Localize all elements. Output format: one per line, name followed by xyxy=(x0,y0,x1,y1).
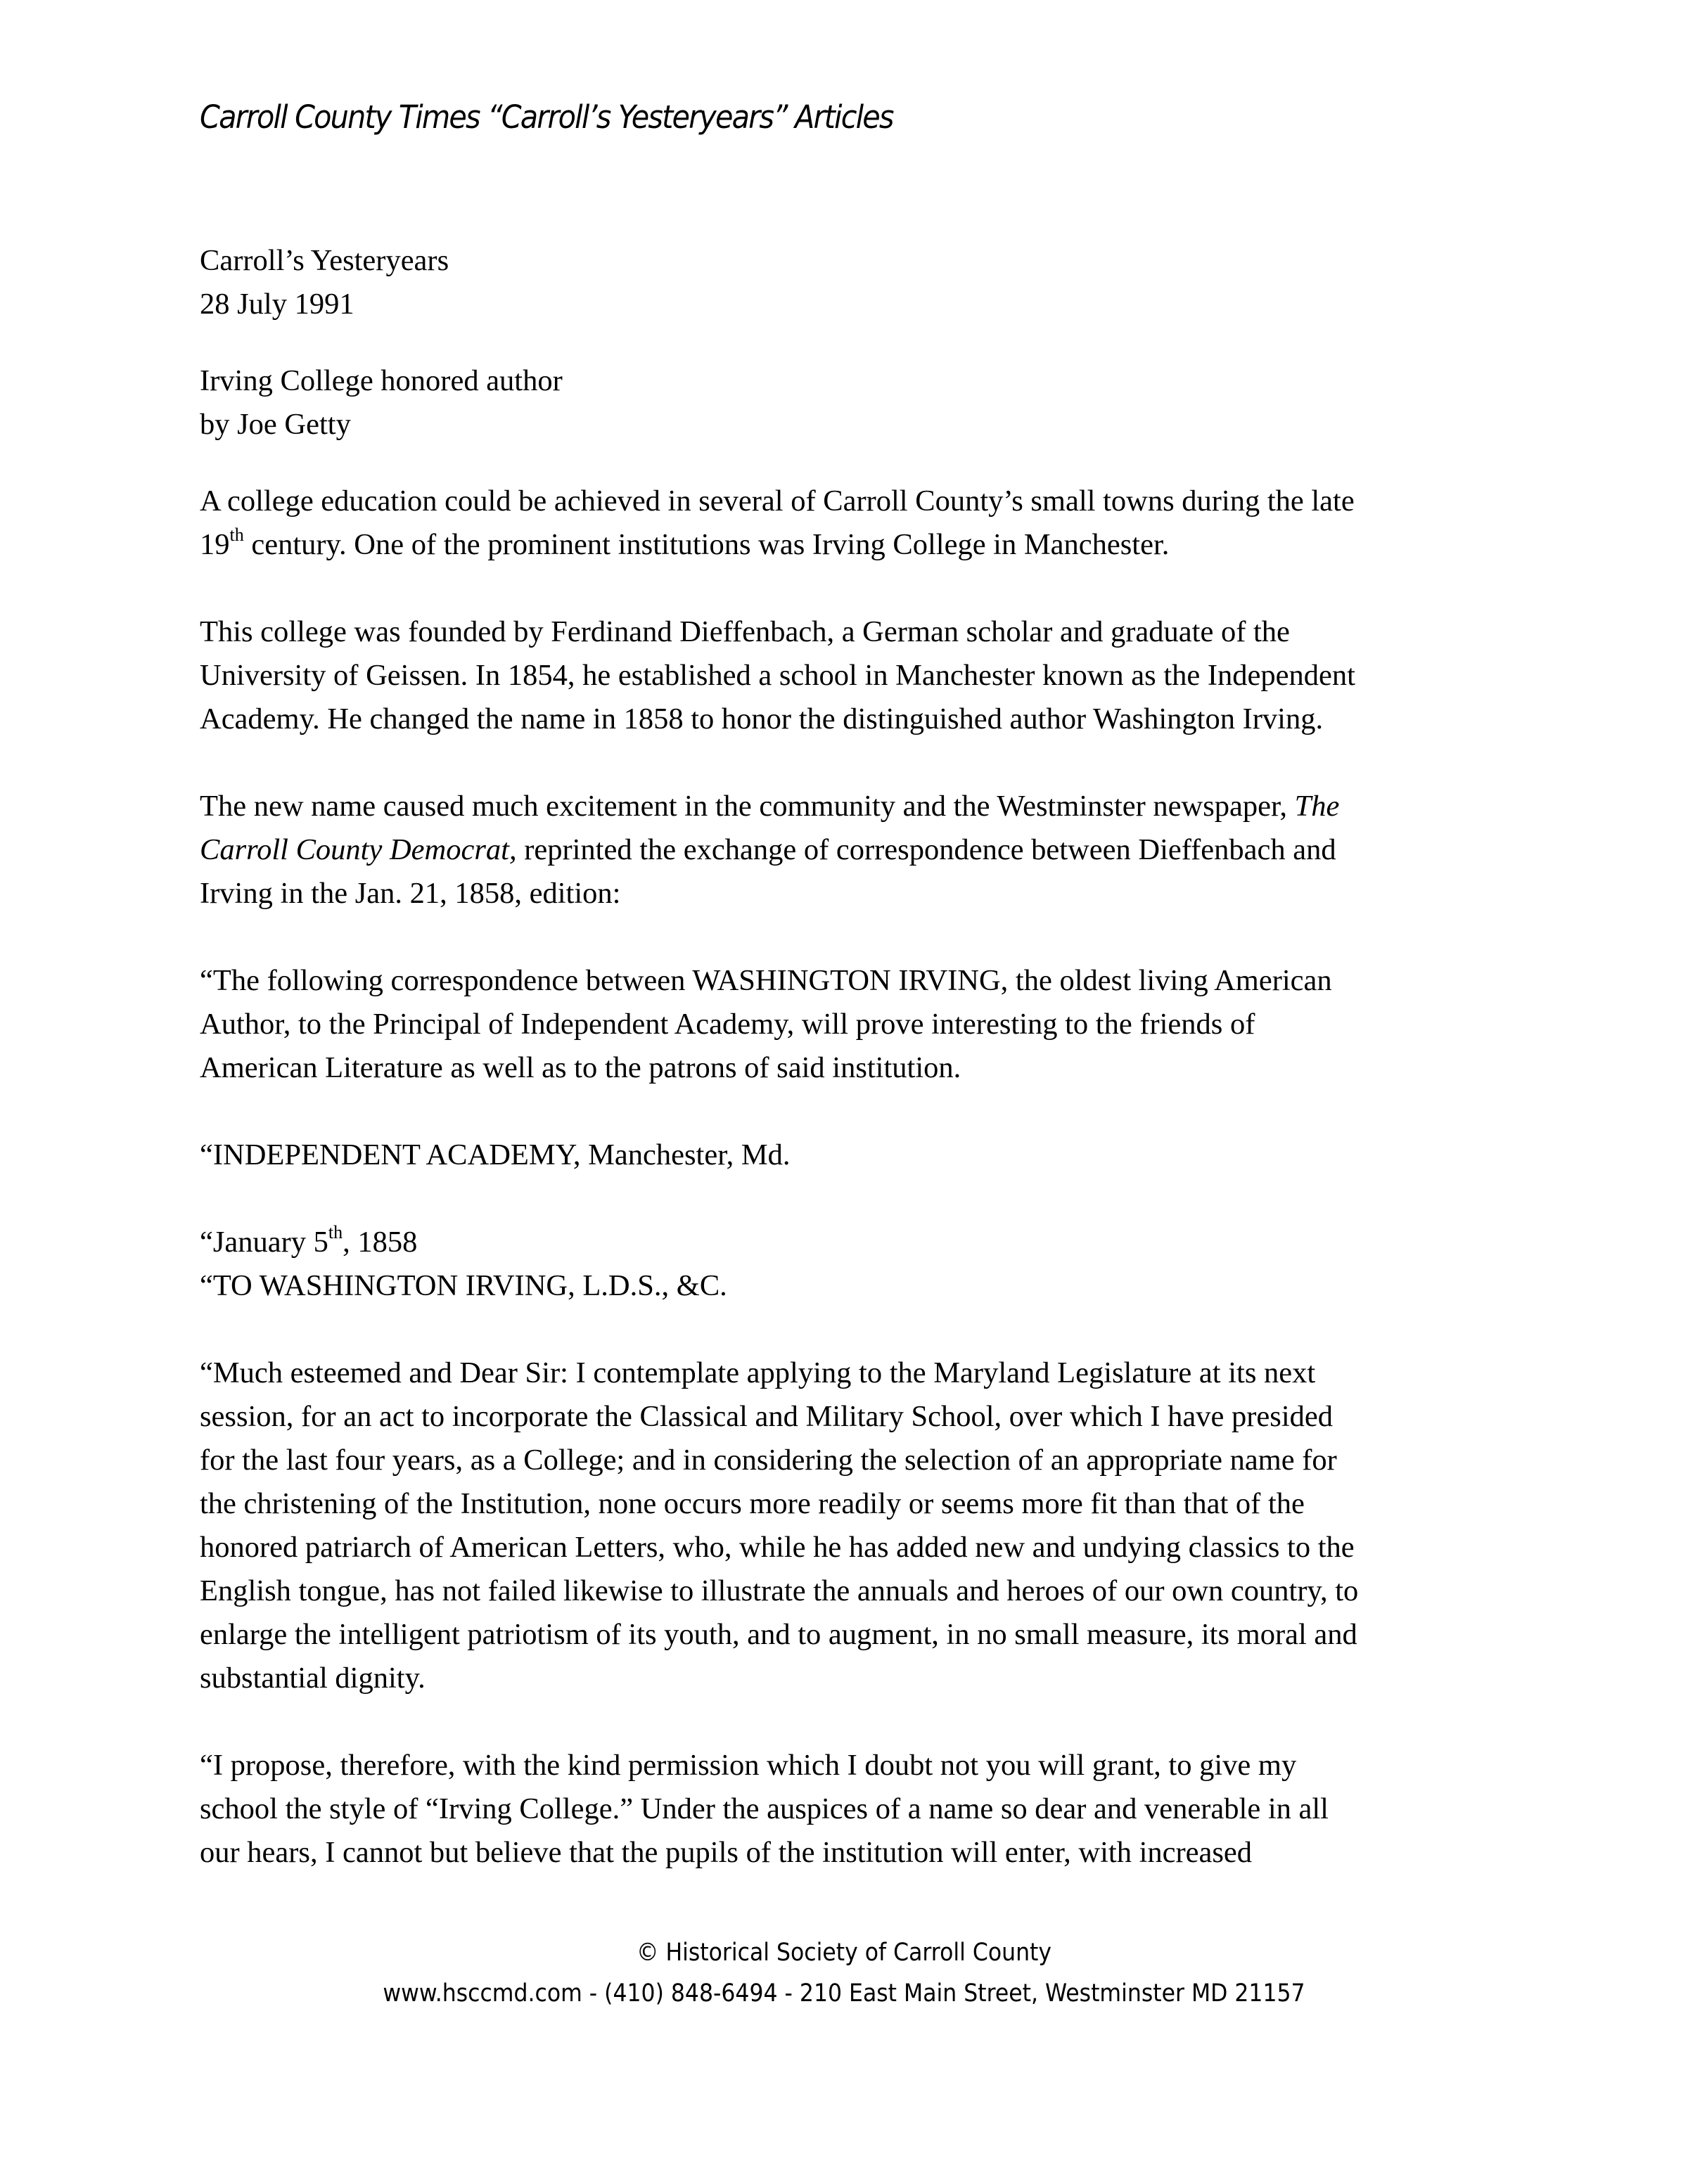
text-line xyxy=(200,1221,1501,1264)
text-line: school the style of “Irving College.” Under the auspices of a name so dear and venerable in all xyxy=(200,1792,1329,1825)
text-line: substantial dignity. xyxy=(200,1662,426,1695)
text-fragment: 19 xyxy=(200,528,230,561)
headline: Irving College honored author xyxy=(200,364,563,397)
text-line: enlarge the intelligent patriotism of its youth, and to augment, in no small measure, its moral and xyxy=(200,1618,1357,1651)
text-line: Author, to the Principal of Independent Academy, will prove interesting to the friends of xyxy=(200,1008,1255,1041)
text-line: for the last four years, as a College; and in considering the selection of an appropriate name for xyxy=(200,1444,1337,1477)
article-date: 28 July 1991 xyxy=(200,288,354,321)
text-line: “Much esteemed and Dear Sir: I contemplate applying to the Maryland Legislature at its next xyxy=(200,1356,1316,1389)
footer-copyright: © Historical Society of Carroll County xyxy=(636,1939,1052,1967)
text-line xyxy=(200,523,1501,567)
paragraph-3 xyxy=(200,785,1501,916)
text-line: the christening of the Institution, none occurs more readily or seems more fit than that of the xyxy=(200,1487,1305,1520)
text-line: “TO WASHINGTON IRVING, L.D.S., &C. xyxy=(200,1269,727,1302)
text-line: Academy. He changed the name in 1858 to honor the distinguished author Washington Irving. xyxy=(200,702,1324,736)
page-header-title: Carroll County Times “Carroll’s Yesteryears” Articles xyxy=(200,98,893,136)
text-line: “I propose, therefore, with the kind permission which I doubt not you will grant, to give my xyxy=(200,1749,1297,1782)
page-footer xyxy=(0,1932,1688,2014)
text-fragment: “January 5 xyxy=(200,1226,328,1259)
newspaper-title: Carroll County Democrat, xyxy=(200,833,517,866)
newspaper-title: The xyxy=(1294,790,1340,823)
byline: by Joe Getty xyxy=(200,408,351,441)
text-line: This college was founded by Ferdinand Dieffenbach, a German scholar and graduate of the xyxy=(200,615,1290,648)
text-fragment: , 1858 xyxy=(343,1226,418,1259)
footer-contact: www.hsccmd.com - (410) 848-6494 - 210 East Main Street, Westminster MD 21157 xyxy=(383,1979,1305,2008)
text-fragment: reprinted the exchange of correspondence between Dieffenbach and xyxy=(516,833,1336,866)
text-line: “INDEPENDENT ACADEMY, Manchester, Md. xyxy=(200,1138,791,1171)
paragraph-8 xyxy=(200,1744,1501,1875)
paragraph-7 xyxy=(200,1351,1501,1700)
text-fragment: The new name caused much excitement in the community and the Westminster newspaper, xyxy=(200,790,1295,823)
text-line: our hears, I cannot but believe that the pupils of the institution will enter, with increased xyxy=(200,1836,1253,1869)
article-body xyxy=(200,239,1501,1875)
column-name: Carroll’s Yesteryears xyxy=(200,244,449,277)
paragraph-2 xyxy=(200,610,1501,741)
text-line: University of Geissen. In 1854, he established a school in Manchester known as the Independent xyxy=(200,659,1355,692)
paragraph-1 xyxy=(200,480,1501,567)
text-line xyxy=(200,828,1501,872)
superscript: th xyxy=(229,524,244,545)
text-line: Irving in the Jan. 21, 1858, edition: xyxy=(200,877,621,910)
text-fragment: century. One of the prominent institutions was Irving College in Manchester. xyxy=(243,528,1170,561)
text-line xyxy=(200,785,1501,828)
text-line: English tongue, has not failed likewise to illustrate the annuals and heroes of our own country, to xyxy=(200,1574,1359,1607)
article-meta xyxy=(200,239,1501,326)
superscript: th xyxy=(328,1221,343,1242)
article-heading xyxy=(200,359,1501,447)
text-line: session, for an act to incorporate the Classical and Military School, over which I have presided xyxy=(200,1400,1333,1433)
paragraph-6 xyxy=(200,1221,1501,1308)
text-line: honored patriarch of American Letters, who, while he has added new and undying classics to the xyxy=(200,1531,1355,1564)
text-line: A college education could be achieved in several of Carroll County’s small towns during the late xyxy=(200,484,1355,518)
paragraph-5 xyxy=(200,1133,1501,1177)
text-line: “The following correspondence between WASHINGTON IRVING, the oldest living American xyxy=(200,964,1332,997)
paragraph-4 xyxy=(200,959,1501,1090)
text-line: American Literature as well as to the patrons of said institution. xyxy=(200,1051,961,1084)
